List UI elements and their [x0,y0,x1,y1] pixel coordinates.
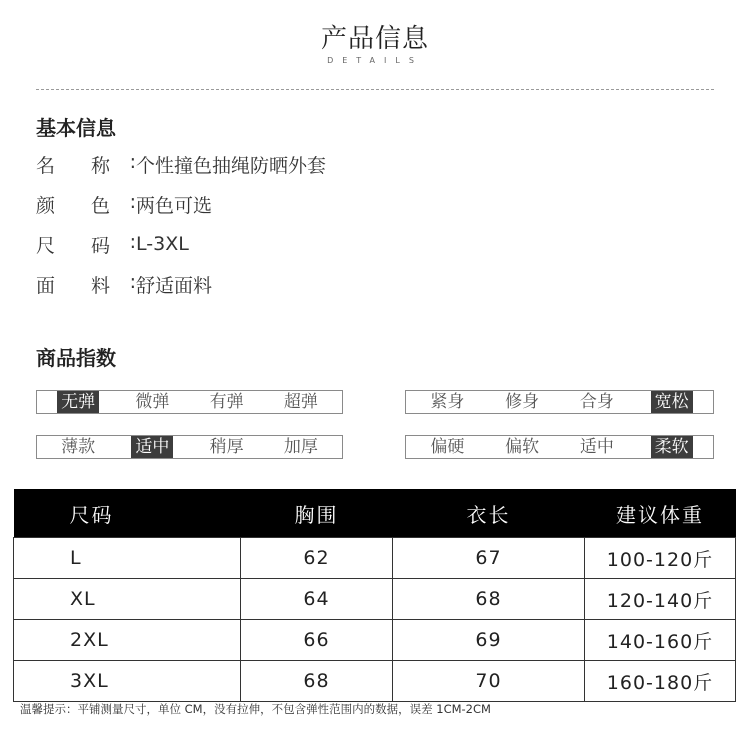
index-option: 稍厚 [209,437,244,457]
cell-chest: 68 [241,661,393,702]
info-label-color: 颜色 [36,194,110,217]
cell-weight: 100-120斤 [585,538,736,579]
cell-weight: 140-160斤 [585,620,736,661]
column-header: 尺码 [14,489,241,538]
info-value-fabric: 舒适面料 [136,274,213,297]
index-option: 无弹 [57,391,99,413]
measurement-note: 温馨提示：平铺测量尺寸，单位 CM，没有拉伸，不包含弹性范围内的数据，误差 1CM-2CM [20,702,491,716]
index-option: 紧身 [430,392,465,412]
index-option: 柔软 [651,436,693,458]
size-table-header [14,489,736,538]
info-value-name: 个性撞色抽绳防晒外套 [136,154,327,177]
index-option: 加厚 [283,437,318,457]
cell-chest: 66 [241,620,393,661]
column-header: 衣长 [393,489,585,538]
column-header: 建议体重 [585,489,736,538]
index-option: 偏软 [505,437,540,457]
index-option: 适中 [579,437,614,457]
cell-weight: 120-140斤 [585,579,736,620]
info-row-fabric: 面料 : 舒适面料 [36,270,213,297]
column-header: 胸围 [241,489,393,538]
info-value-color: 两色可选 [136,194,213,217]
dashed-divider [36,89,714,90]
info-row-name: 名称 : 个性撞色抽绳防晒外套 [36,150,327,177]
table-row [14,620,736,661]
thickness-index [36,435,343,459]
cell-chest: 64 [241,579,393,620]
info-row-size: 尺码 : L-3XL [36,230,189,257]
table-row [14,661,736,702]
elasticity-index [36,390,343,414]
cell-size: 3XL [14,661,241,702]
cell-chest: 62 [241,538,393,579]
basic-info-title: 基本信息 [36,116,116,140]
fit-index [405,390,714,414]
info-value-size: L-3XL [136,233,189,255]
index-option: 宽松 [651,391,693,413]
index-option: 适中 [131,436,173,458]
index-option: 偏硬 [430,437,465,457]
softness-index [405,435,714,459]
table-row [14,538,736,579]
info-label-name: 名称 [36,154,110,177]
index-option: 薄款 [61,437,96,457]
cell-length: 69 [393,620,585,661]
cell-weight: 160-180斤 [585,661,736,702]
cell-length: 67 [393,538,585,579]
size-table [13,489,736,702]
index-option: 微弹 [135,392,170,412]
table-row [14,579,736,620]
cell-size: 2XL [14,620,241,661]
cell-length: 70 [393,661,585,702]
info-label-size: 尺码 [36,234,110,257]
cell-length: 68 [393,579,585,620]
page-subtitle: DETAILS [327,56,423,65]
info-label-fabric: 面料 [36,274,110,297]
info-row-color: 颜色 : 两色可选 [36,190,213,217]
page-title: 产品信息 [320,24,429,54]
index-option: 修身 [505,392,540,412]
index-option: 有弹 [209,392,244,412]
index-section-title: 商品指数 [36,346,116,370]
cell-size: XL [14,579,241,620]
index-option: 合身 [579,392,614,412]
cell-size: L [14,538,241,579]
index-option: 超弹 [283,392,318,412]
